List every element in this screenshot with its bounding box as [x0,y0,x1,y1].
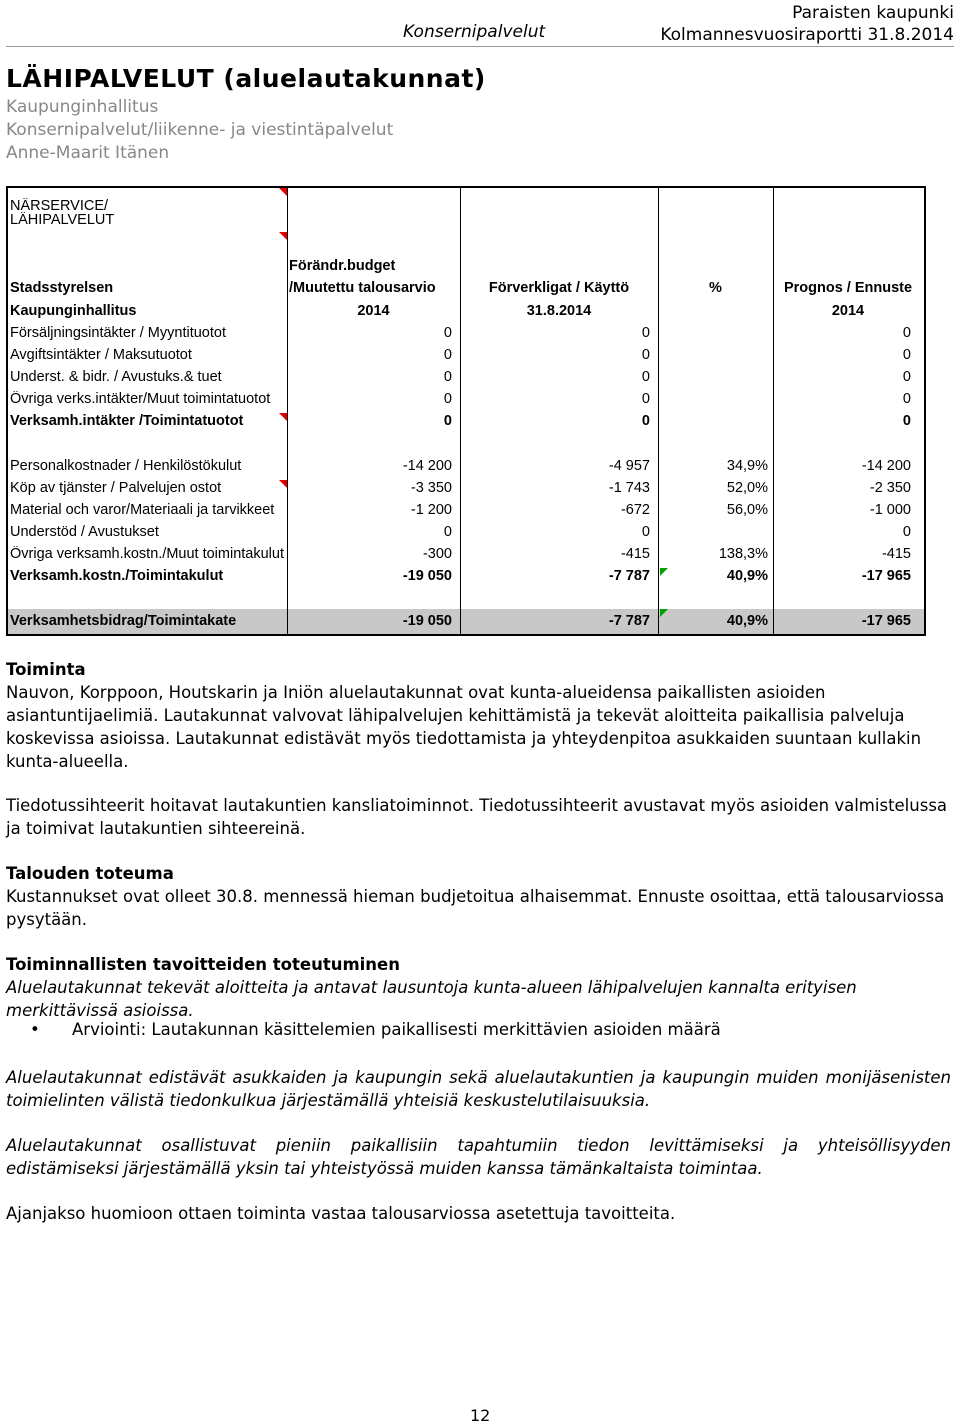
comment-marker [279,480,287,488]
tavoite-paragraph-3: Aluelautakunnat osallistuvat pieniin paikallisiin tapahtumiin tiedon levittämiseksi ja yhteisöllisyyden edistämiseksi järjestämällä yksin tai yhteistyössä muiden kanssa tämänkaltaista toimintaa. [6,1136,951,1178]
org-fi: Kaupunginhallitus [10,303,137,319]
talous-paragraph: Kustannukset ovat olleet 30.8. mennessä hieman budjetoitua alhaisemmat. Ennuste osoittaa, että talousarviossa pysytään. [6,887,945,929]
row-label: Köp av tjänster / Palvelujen ostot [10,480,222,496]
row-budget: -19 050 [402,613,452,629]
bullet-text: Arviointi: Lautakunnan käsittelemien paikallisesti merkittävien asioiden määrä [72,1020,721,1039]
row-forecast: -17 965 [861,568,911,584]
col-pct-header: % [709,280,722,296]
row-budget: -14 200 [402,458,452,474]
subtitle-person: Anne-Maarit Itänen [6,143,170,163]
financial-table [6,186,926,636]
unit-name-1: NÄRSERVICE/ [10,198,109,214]
tavoite-paragraph-2: Aluelautakunnat edistävät asukkaiden ja kaupungin sekä aluelautakuntien ja kaupungin muiden monijäsenisten toimielinten välistä tiedonkulkua järjestämällä yhteisiä keskustelutilaisuuksia. [6,1068,951,1110]
row-forecast: -1 000 [869,502,911,518]
actual-date: 31.8.2014 [526,303,592,319]
row-label: Övriga verksamh.kostn./Muut toimintakulut [10,546,284,562]
row-label: Personalkostnader / Henkilöstökulut [10,458,242,474]
page-title: LÄHIPALVELUT (aluelautakunnat) [6,64,486,93]
row-pct: 56,0% [726,502,768,518]
budget-year: 2014 [357,303,390,319]
row-forecast: -2 350 [869,480,911,496]
row-label: Avgiftsintäkter / Maksutuotot [10,347,192,363]
row-actual: 0 [641,524,650,540]
row-pct: 52,0% [726,480,768,496]
row-actual: -7 787 [608,613,650,629]
evaluation-bullet [30,1020,950,1039]
comment-marker [279,188,287,196]
header-report: Kolmannesvuosiraportti 31.8.2014 [660,25,954,45]
row-forecast: -14 200 [861,458,911,474]
org-sv: Stadsstyrelsen [10,280,114,296]
col-budget-header-2: /Muutettu talousarvio [289,280,436,296]
section-title-talous: Talouden toteuma [6,864,174,883]
row-actual: -1 743 [608,480,650,496]
subtitle-board: Kaupunginhallitus [6,97,159,117]
row-budget: 0 [443,369,452,385]
col-actual-header: Förverkligat / Käyttö [488,280,630,296]
row-forecast: -415 [881,546,911,562]
row-label: Verksamh.intäkter /Toimintatuotot [10,413,244,429]
header-org: Paraisten kaupunki [792,3,954,23]
row-actual: 0 [641,413,650,429]
row-forecast: 0 [902,325,911,341]
row-actual: 0 [641,369,650,385]
comment-marker [279,232,287,240]
row-pct: 40,9% [726,613,768,629]
row-forecast: 0 [902,391,911,407]
row-budget: -1 200 [410,502,452,518]
row-actual: 0 [641,391,650,407]
row-forecast: 0 [902,369,911,385]
row-pct: 138,3% [718,546,768,562]
row-forecast: -17 965 [861,613,911,629]
col-budget-header-1: Förändr.budget [289,258,396,274]
subtitles [6,96,393,165]
section-title-toiminta: Toiminta [6,660,86,679]
row-label: Övriga verks.intäkter/Muut toimintatuotot [10,391,271,407]
row-budget: -300 [422,546,452,562]
row-label: Försäljningsintäkter / Myyntituotot [10,325,226,341]
row-budget: 0 [443,524,452,540]
row-actual: 0 [641,347,650,363]
row-budget: 0 [443,413,452,429]
row-pct: 40,9% [726,568,768,584]
header-right [660,2,954,46]
row-actual: -4 957 [608,458,650,474]
row-forecast: 0 [902,413,911,429]
comment-marker [279,413,287,421]
row-budget: 0 [443,347,452,363]
toiminta-paragraph-2: Tiedotussihteerit hoitavat lautakuntien kansliatoiminnot. Tiedotussihteerit avustavat myös asioiden valmistelussa ja toimivat lautakuntien sihteereinä. [6,796,948,838]
tavoite-paragraph-4: Ajanjakso huomioon ottaen toiminta vastaa talousarviossa asetettuja tavoitteita. [6,1204,676,1223]
forecast-year: 2014 [831,303,865,319]
unit-name-2: LÄHIPALVELUT [10,212,115,228]
col-forecast-header: Prognos / Ennuste [783,280,913,296]
row-forecast: 0 [902,347,911,363]
row-actual: 0 [641,325,650,341]
row-label: Material och varor/Materiaali ja tarvikkeet [10,502,275,518]
row-actual: -672 [620,502,650,518]
row-actual: -415 [620,546,650,562]
row-label: Underst. & bidr. / Avustuks.& tuet [10,369,222,385]
row-budget: -19 050 [402,568,452,584]
header-section: Konsernipalvelut [403,22,546,42]
row-forecast: 0 [902,524,911,540]
row-label: Verksamh.kostn./Toimintakulut [10,568,224,584]
row-label: Verksamhetsbidrag/Toimintakate [10,613,237,629]
row-pct: 34,9% [726,458,768,474]
header-divider [6,46,954,47]
row-budget: 0 [443,391,452,407]
page-number: 12 [470,1406,491,1425]
section-title-tavoitteet: Toiminnallisten tavoitteiden toteutuminen [6,955,400,974]
row-budget: -3 350 [410,480,452,496]
tavoite-paragraph-1: Aluelautakunnat tekevät aloitteita ja antavat lausuntoja kunta-alueen lähipalvelujen kannalta erityisen merkittävissä asioissa. [6,978,857,1020]
row-budget: 0 [443,325,452,341]
toiminta-paragraph-1: Nauvon, Korppoon, Houtskarin ja Iniön aluelautakunnat ovat kunta-alueidensa paikallisten asioiden asiantuntijaelimiä. Lautakunnat valvovat lähipalvelujen kehittämistä ja tekevät aloitteita paikallisia palveluja koskevissa asioissa. Lautakunnat edistävät myös tiedottamista ja yhteydenpitoa asukkaiden suuntaan kullakin kunta-alueella. [6,683,922,771]
bullet-icon: • [30,1020,40,1039]
subtitle-dept: Konsernipalvelut/liikenne- ja viestintäpalvelut [6,120,394,140]
row-label: Understöd / Avustukset [10,524,159,540]
row-actual: -7 787 [608,568,650,584]
